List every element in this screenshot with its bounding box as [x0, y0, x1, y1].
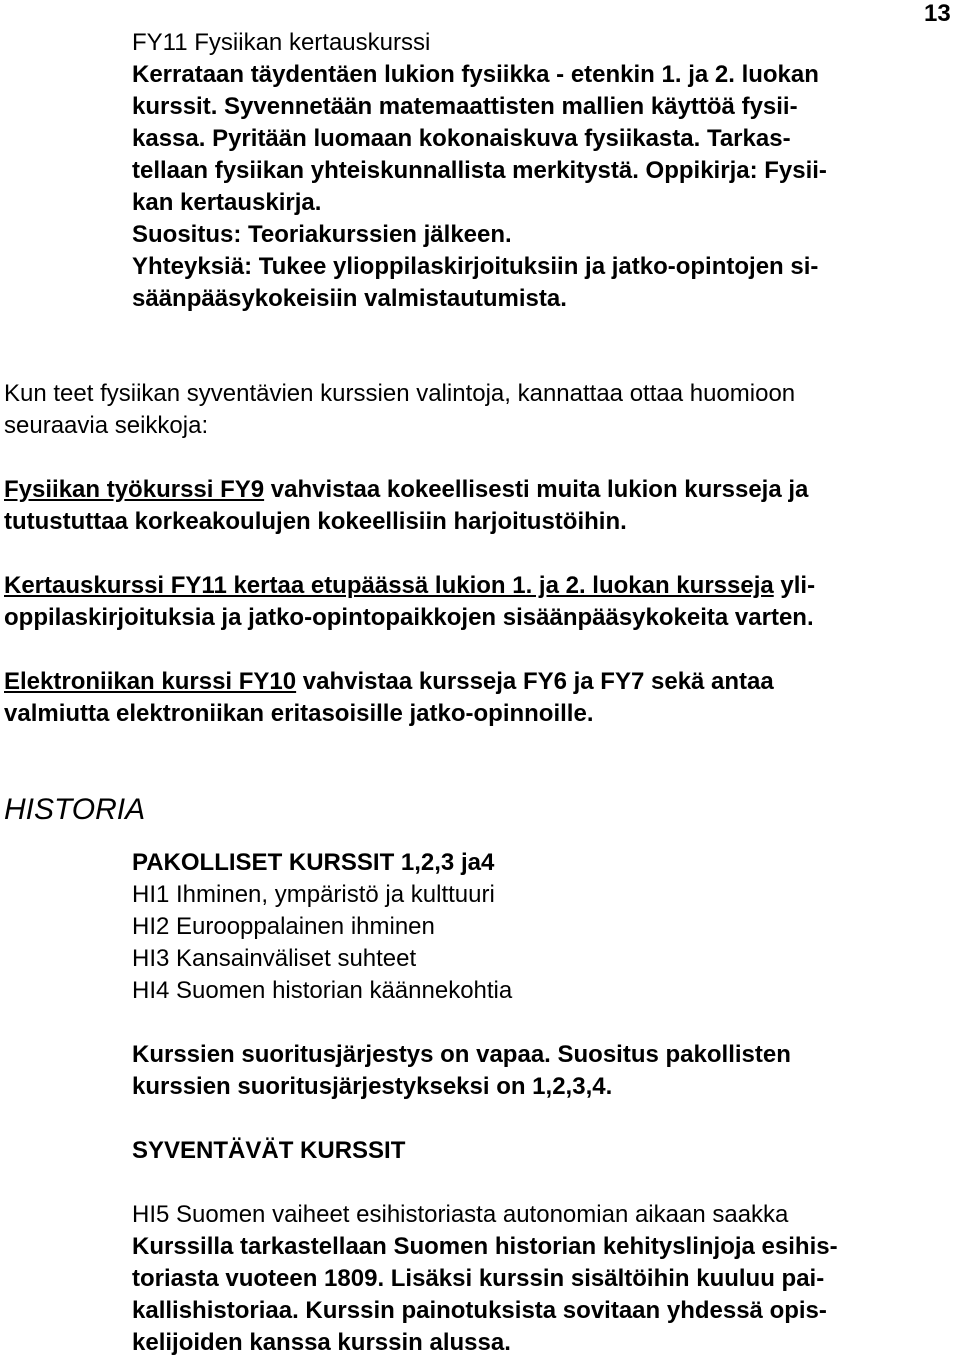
fy11-line: kassa. Pyritään luomaan kokonaiskuva fysiikasta. Tarkas-: [132, 125, 791, 152]
fy11-line: Kerrataan täydentäen lukion fysiikka - etenkin 1. ja 2. luokan: [132, 61, 819, 88]
mandatory-heading: PAKOLLISET KURSSIT 1,2,3 ja4: [132, 849, 495, 876]
fy11-course-description: [132, 27, 827, 315]
fy10-paragraph: [4, 666, 774, 730]
hi5-course-description: [132, 1199, 838, 1359]
page-number: 13: [924, 0, 951, 27]
hi5-line: Kurssilla tarkastellaan Suomen historian kehityslinjoja esihis-: [132, 1233, 838, 1260]
course-item: HI4 Suomen historian käännekohtia: [132, 977, 513, 1004]
advanced-courses-heading: [132, 1135, 405, 1167]
hi5-title: HI5 Suomen vaiheet esihistoriasta autonomian aikaan saakka: [132, 1201, 789, 1228]
fy10-text: valmiutta elektroniikan eritasoisille jatko-opinnoille.: [4, 700, 594, 727]
fy10-text: vahvistaa kursseja FY6 ja FY7 sekä antaa: [296, 668, 774, 695]
course-order-note: [132, 1039, 791, 1103]
intro-line: seuraavia seikkoja:: [4, 412, 209, 439]
hi5-line: kelijoiden kanssa kurssin alussa.: [132, 1329, 511, 1356]
fy11-connections: säänpääsykokeisiin valmistautumista.: [132, 285, 567, 312]
mandatory-courses: [132, 847, 512, 1007]
fy11-line: kurssit. Syvennetään matemaattisten mallien käyttöä fysii-: [132, 93, 798, 120]
fy11-line: tellaan fysiikan yhteiskunnallista merkitystä. Oppikirja: Fysii-: [132, 157, 827, 184]
course-item: HI2 Eurooppalainen ihminen: [132, 913, 435, 940]
hi5-line: kallishistoriaa. Kurssin painotuksista sovitaan yhdessä opis-: [132, 1297, 827, 1324]
fy11-note-text: oppilaskirjoituksia ja jatko-opintopaikkojen sisäänpääsykokeita varten.: [4, 604, 814, 631]
fy9-text: vahvistaa kokeellisesti muita lukion kursseja ja: [264, 476, 809, 503]
historia-heading: HISTORIA: [4, 793, 146, 826]
order-line: Kurssien suoritusjärjestys on vapaa. Suositus pakollisten: [132, 1041, 791, 1068]
hi5-line: toriasta vuoteen 1809. Lisäksi kurssin sisältöihin kuuluu pai-: [132, 1265, 825, 1292]
intro-line: Kun teet fysiikan syventävien kurssien valintoja, kannattaa ottaa huomioon: [4, 380, 796, 407]
fy11-note-text: yli-: [773, 572, 816, 599]
fy11-note-paragraph: [4, 570, 815, 634]
fy9-paragraph: [4, 474, 808, 538]
fy11-recommendation: Suositus: Teoriakurssien jälkeen.: [132, 221, 512, 248]
order-line: kurssien suoritusjärjestykseksi on 1,2,3,4.: [132, 1073, 613, 1100]
fy10-link[interactable]: Elektroniikan kurssi FY10: [4, 668, 297, 695]
course-item: HI1 Ihminen, ympäristö ja kulttuuri: [132, 881, 495, 908]
fy11-connections: Yhteyksiä: Tukee ylioppilaskirjoituksiin ja jatko-opintojen si-: [132, 253, 819, 280]
fy11-line: kan kertauskirja.: [132, 189, 322, 216]
advanced-heading-text: SYVENTÄVÄT KURSSIT: [132, 1137, 406, 1164]
fy9-link[interactable]: Fysiikan työkurssi FY9: [4, 476, 265, 503]
fy11-title: FY11 Fysiikan kertauskurssi: [132, 29, 431, 56]
fy9-text: tutustuttaa korkeakoulujen kokeellisiin harjoitustöihin.: [4, 508, 627, 535]
course-item: HI3 Kansainväliset suhteet: [132, 945, 417, 972]
fy11-link[interactable]: Kertauskurssi FY11 kertaa etupäässä lukion 1. ja 2. luokan kursseja: [4, 572, 774, 599]
physics-advanced-intro: [4, 378, 795, 442]
